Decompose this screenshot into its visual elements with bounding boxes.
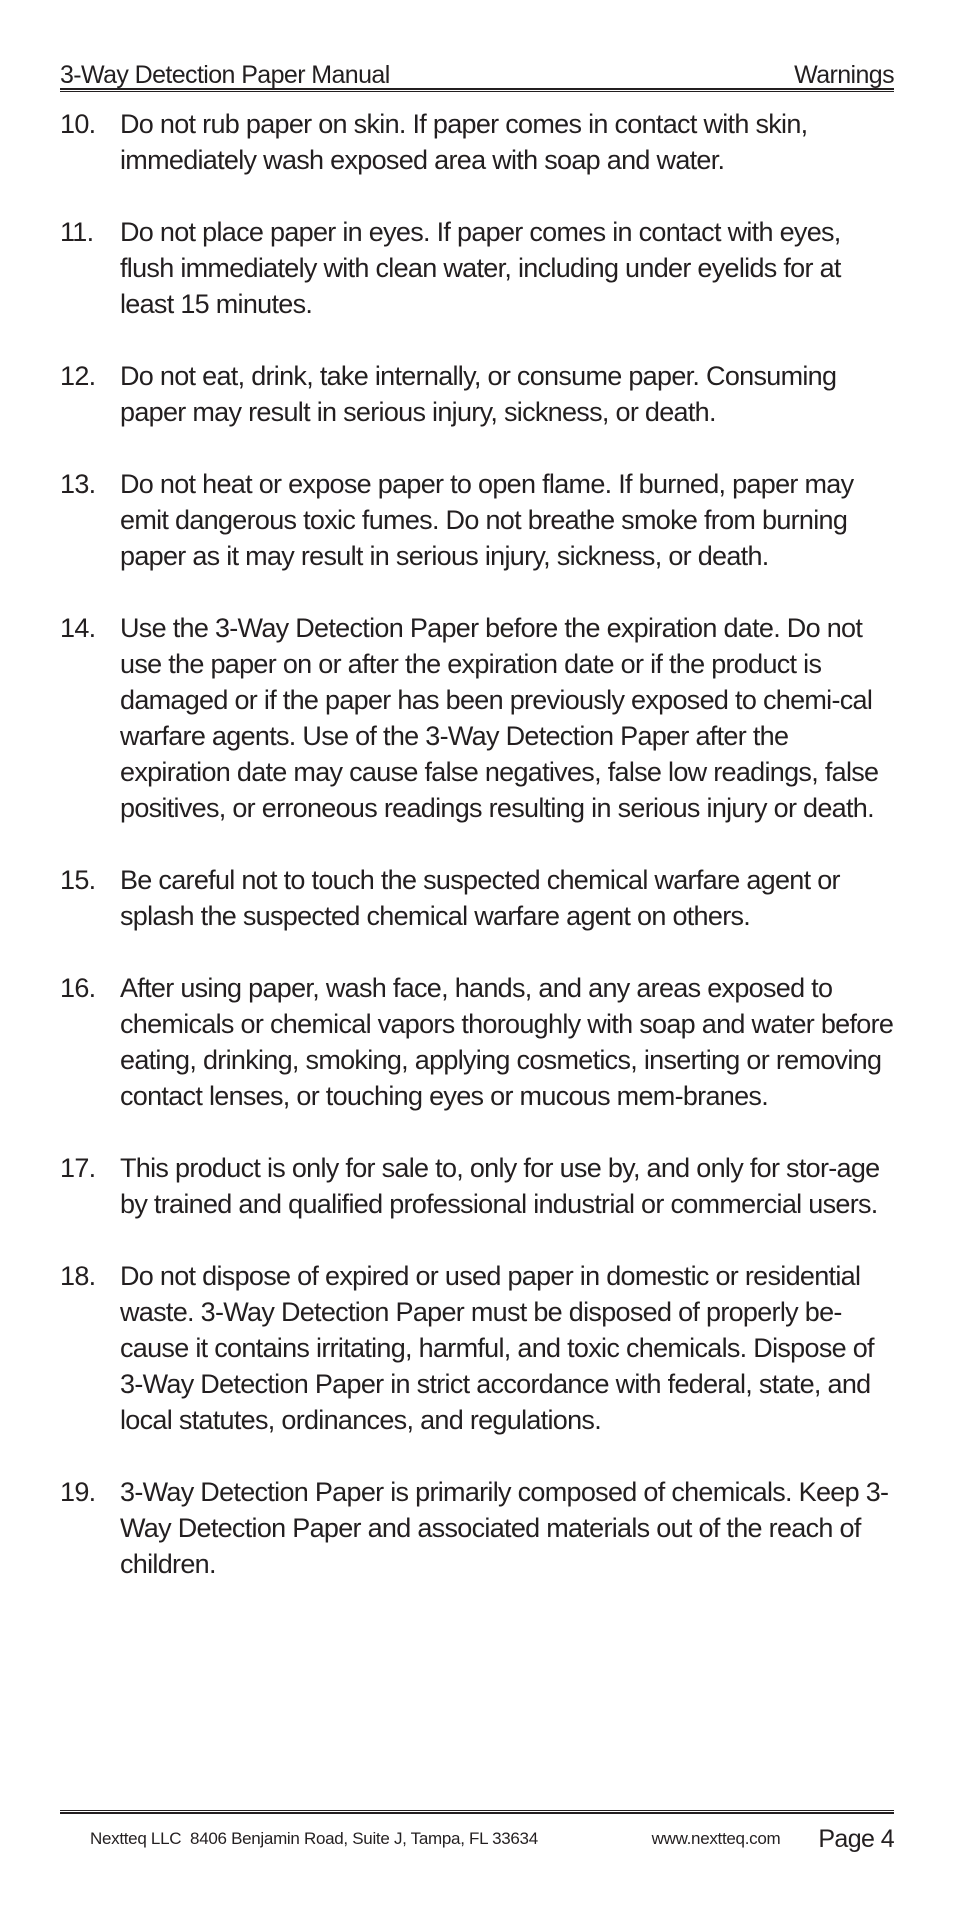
warning-item: [60, 106, 894, 178]
warning-text: Use the 3-Way Detection Paper before the expiration date. Do not use the paper on or after the expiration date or if the product is damaged or if the paper has been previously exposed to chemi-cal warfare agents. Use of the 3-Way Detection Paper after the expiration date may cause false negatives, false low readings, false positives, or erroneous readings resulting in serious injury or death.: [120, 613, 879, 823]
warning-number: 16.: [60, 973, 96, 1003]
document-title: 3-Way Detection Paper Manual: [60, 61, 390, 89]
page-number: Page 4: [818, 1824, 894, 1853]
warning-number: 17.: [60, 1153, 96, 1183]
warning-number: 19.: [60, 1477, 96, 1507]
header-divider: [60, 88, 894, 92]
warning-item: [60, 214, 894, 322]
warning-number: 13.: [60, 469, 96, 499]
warning-item: [60, 358, 894, 430]
warning-number: 11.: [60, 217, 94, 247]
warning-text: Be careful not to touch the suspected chemical warfare agent or splash the suspected chemical warfare agent on others.: [120, 865, 840, 931]
warning-number: 14.: [60, 613, 96, 643]
warning-text: Do not heat or expose paper to open flame. If burned, paper may emit dangerous toxic fumes. Do not breathe smoke from burning paper as it may result in serious injury, sickness, or death.: [120, 469, 854, 571]
warning-text: Do not dispose of expired or used paper in domestic or residential waste. 3-Way Detection Paper must be disposed of properly be-cause it contains irritating, harmful, and toxic chemicals. Dispose of 3-Way Detection Paper in strict accordance with federal, state, and local statutes, ordinances, and regulations.: [120, 1261, 874, 1435]
warning-number: 15.: [60, 865, 96, 895]
warning-item: [60, 970, 894, 1114]
footer-divider: [60, 1810, 894, 1814]
section-title: Warnings: [794, 61, 894, 89]
page-footer: [60, 1822, 894, 1856]
warning-text: Do not rub paper on skin. If paper comes in contact with skin, immediately wash exposed area with soap and water.: [120, 109, 808, 175]
warning-number: 12.: [60, 361, 96, 391]
warning-text: After using paper, wash face, hands, and any areas exposed to chemicals or chemical vapors thoroughly with soap and water before eating, drinking, smoking, applying cosmetics, inserting or removing contact lenses, or touching eyes or mucous mem-branes.: [120, 973, 894, 1111]
warning-text: This product is only for sale to, only for use by, and only for stor-age by trained and qualified professional industrial or commercial users.: [120, 1153, 880, 1219]
company-website: www.nextteq.com: [651, 1829, 781, 1848]
warning-number: 18.: [60, 1261, 96, 1291]
warnings-list: [60, 106, 894, 1618]
company-address: Nextteq LLC 8406 Benjamin Road, Suite J, Tampa, FL 33634: [90, 1829, 538, 1848]
warning-text: 3-Way Detection Paper is primarily composed of chemicals. Keep 3-Way Detection Paper and associated materials out of the reach of children.: [120, 1477, 889, 1579]
warning-item: [60, 1258, 894, 1438]
warning-text: Do not place paper in eyes. If paper comes in contact with eyes, flush immediately with clean water, including under eyelids for at least 15 minutes.: [120, 217, 841, 319]
page-header: [60, 56, 894, 90]
warning-text: Do not eat, drink, take internally, or consume paper. Consuming paper may result in serious injury, sickness, or death.: [120, 361, 837, 427]
warning-item: [60, 610, 894, 826]
warning-item: [60, 1150, 894, 1222]
warning-item: [60, 862, 894, 934]
warning-number: 10.: [60, 109, 96, 139]
warning-item: [60, 1474, 894, 1582]
warning-item: [60, 466, 894, 574]
